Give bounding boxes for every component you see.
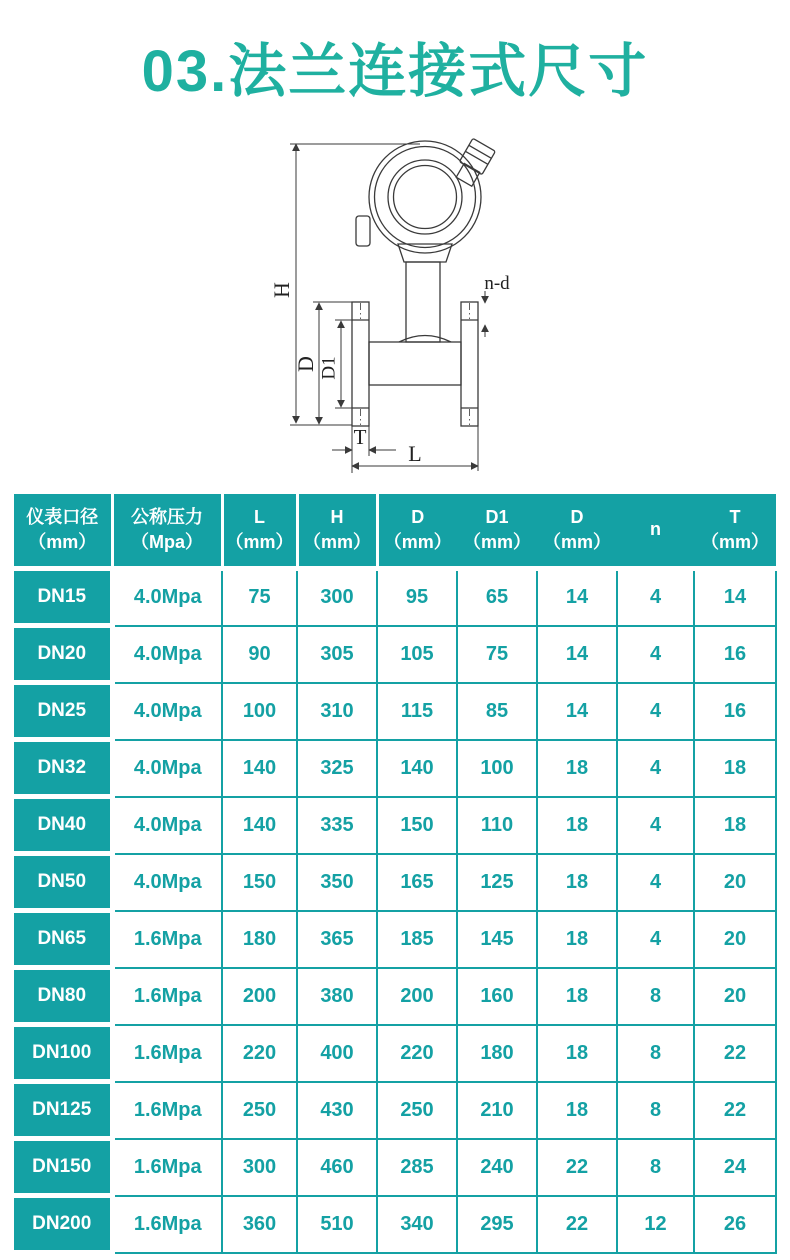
data-cell: 150 [377, 797, 457, 854]
table-row [14, 1139, 776, 1196]
data-cell: 460 [297, 1139, 377, 1196]
data-cell: 115 [377, 683, 457, 740]
header-unit: （mm） [383, 532, 452, 552]
row-header-cell: DN80 [14, 968, 112, 1025]
data-cell: 4 [617, 569, 694, 626]
data-cell: 140 [222, 797, 297, 854]
header-unit: （mm） [542, 532, 611, 552]
data-cell: 24 [694, 1139, 776, 1196]
header-cell-2 [112, 494, 222, 569]
data-cell: 250 [222, 1082, 297, 1139]
row-header-cell: DN150 [14, 1139, 112, 1196]
row-header-cell: DN25 [14, 683, 112, 740]
data-cell: 100 [457, 740, 537, 797]
data-cell: 14 [537, 569, 617, 626]
data-cell: 4 [617, 740, 694, 797]
data-cell: 100 [222, 683, 297, 740]
table-row [14, 797, 776, 854]
data-cell: 18 [537, 854, 617, 911]
dim-label-l: L [408, 441, 422, 466]
table-row [14, 1025, 776, 1082]
data-cell: 14 [694, 569, 776, 626]
dim-label-d1: D1 [318, 356, 340, 380]
data-cell: 18 [537, 1082, 617, 1139]
header-cell-9 [694, 494, 776, 569]
dimension-spec-table [14, 494, 777, 1255]
data-cell: 4 [617, 626, 694, 683]
header-unit: （mm） [462, 532, 531, 552]
table-row [14, 683, 776, 740]
data-cell: 160 [457, 968, 537, 1025]
data-cell: 250 [377, 1082, 457, 1139]
row-header-cell: DN20 [14, 626, 112, 683]
data-cell: 20 [694, 968, 776, 1025]
pipe-body [369, 342, 461, 385]
data-cell: 510 [297, 1196, 377, 1253]
side-tab [356, 216, 370, 246]
data-cell: 400 [297, 1025, 377, 1082]
data-cell: 18 [537, 911, 617, 968]
header-label: 仪表口径 [26, 506, 99, 527]
data-cell: 1.6Mpa [112, 911, 222, 968]
data-cell: 4 [617, 911, 694, 968]
table-row [14, 854, 776, 911]
data-cell: 140 [377, 740, 457, 797]
data-cell: 18 [537, 740, 617, 797]
data-cell: 125 [457, 854, 537, 911]
row-header-cell: DN32 [14, 740, 112, 797]
row-header-cell: DN200 [14, 1196, 112, 1253]
data-cell: 200 [222, 968, 297, 1025]
data-cell: 185 [377, 911, 457, 968]
data-cell: 18 [537, 797, 617, 854]
data-cell: 285 [377, 1139, 457, 1196]
spec-table-head-row [14, 494, 776, 569]
pipe-boss [399, 336, 451, 343]
data-cell: 14 [537, 626, 617, 683]
data-cell: 350 [297, 854, 377, 911]
row-header-cell: DN125 [14, 1082, 112, 1139]
header-unit: （mm） [700, 532, 769, 552]
header-label: H [330, 506, 344, 527]
data-cell: 105 [377, 626, 457, 683]
row-header-cell: DN65 [14, 911, 112, 968]
data-cell: 85 [457, 683, 537, 740]
header-label: n [650, 519, 661, 540]
data-cell: 360 [222, 1196, 297, 1253]
data-cell: 22 [537, 1139, 617, 1196]
data-cell: 8 [617, 1139, 694, 1196]
header-cell-8 [617, 494, 694, 569]
data-cell: 18 [694, 797, 776, 854]
table-row [14, 911, 776, 968]
data-cell: 1.6Mpa [112, 1139, 222, 1196]
data-cell: 295 [457, 1196, 537, 1253]
data-cell: 4 [617, 854, 694, 911]
meter-body [352, 138, 495, 426]
header-label: D [411, 506, 425, 527]
spec-table-body [14, 569, 776, 1253]
data-cell: 18 [537, 1025, 617, 1082]
header-unit: （mm） [225, 532, 294, 552]
data-cell: 140 [222, 740, 297, 797]
header-label: L [254, 506, 265, 527]
header-label: D1 [485, 506, 509, 527]
header-label: T [729, 506, 741, 527]
table-row [14, 569, 776, 626]
data-cell: 22 [537, 1196, 617, 1253]
header-unit: （mm） [302, 532, 371, 552]
data-cell: 110 [457, 797, 537, 854]
data-cell: 4 [617, 683, 694, 740]
header-cell-7 [537, 494, 617, 569]
data-cell: 65 [457, 569, 537, 626]
dim-label-d: D [293, 356, 319, 372]
row-header-cell: DN50 [14, 854, 112, 911]
data-cell: 8 [617, 1082, 694, 1139]
data-cell: 4.0Mpa [112, 683, 222, 740]
page-title: 03.法兰连接式尺寸 [141, 39, 649, 104]
data-cell: 4.0Mpa [112, 626, 222, 683]
bolt-centerlines [361, 303, 470, 425]
dim-label-nd: n-d [484, 273, 510, 294]
data-cell: 4.0Mpa [112, 740, 222, 797]
data-cell: 1.6Mpa [112, 1082, 222, 1139]
table-row [14, 626, 776, 683]
data-cell: 300 [297, 569, 377, 626]
data-cell: 8 [617, 968, 694, 1025]
data-cell: 165 [377, 854, 457, 911]
data-cell: 210 [457, 1082, 537, 1139]
header-cell-6 [457, 494, 537, 569]
data-cell: 380 [297, 968, 377, 1025]
row-header-cell: DN40 [14, 797, 112, 854]
row-header-cell: DN15 [14, 569, 112, 626]
data-cell: 325 [297, 740, 377, 797]
data-cell: 12 [617, 1196, 694, 1253]
data-cell: 95 [377, 569, 457, 626]
data-cell: 365 [297, 911, 377, 968]
data-cell: 4 [617, 797, 694, 854]
data-cell: 22 [694, 1082, 776, 1139]
data-cell: 75 [222, 569, 297, 626]
data-cell: 16 [694, 626, 776, 683]
data-cell: 1.6Mpa [112, 968, 222, 1025]
dim-label-h: H [269, 282, 295, 298]
table-row [14, 740, 776, 797]
data-cell: 90 [222, 626, 297, 683]
data-cell: 18 [694, 740, 776, 797]
data-cell: 180 [457, 1025, 537, 1082]
data-cell: 220 [222, 1025, 297, 1082]
header-cell-5 [377, 494, 457, 569]
dim-label-t: T [353, 425, 367, 449]
data-cell: 145 [457, 911, 537, 968]
data-cell: 75 [457, 626, 537, 683]
data-cell: 180 [222, 911, 297, 968]
data-cell: 305 [297, 626, 377, 683]
header-label: D [570, 506, 584, 527]
data-cell: 8 [617, 1025, 694, 1082]
data-cell: 200 [377, 968, 457, 1025]
data-cell: 220 [377, 1025, 457, 1082]
header-cell-4 [297, 494, 377, 569]
header-unit: （Mpa） [131, 532, 203, 552]
header-cell-3 [222, 494, 297, 569]
data-cell: 240 [457, 1139, 537, 1196]
data-cell: 20 [694, 911, 776, 968]
data-cell: 300 [222, 1139, 297, 1196]
data-cell: 340 [377, 1196, 457, 1253]
data-cell: 1.6Mpa [112, 1196, 222, 1253]
header-cell-1 [14, 494, 112, 569]
table-row [14, 1196, 776, 1253]
table-row [14, 1082, 776, 1139]
header-unit: （mm） [28, 532, 97, 552]
data-cell: 26 [694, 1196, 776, 1253]
header-label: 公称压力 [131, 506, 203, 527]
table-row [14, 968, 776, 1025]
data-cell: 20 [694, 854, 776, 911]
data-cell: 335 [297, 797, 377, 854]
data-cell: 1.6Mpa [112, 1025, 222, 1082]
data-cell: 22 [694, 1025, 776, 1082]
data-cell: 4.0Mpa [112, 569, 222, 626]
data-cell: 4.0Mpa [112, 854, 222, 911]
data-cell: 310 [297, 683, 377, 740]
data-cell: 18 [537, 968, 617, 1025]
data-cell: 14 [537, 683, 617, 740]
row-header-cell: DN100 [14, 1025, 112, 1082]
stem [406, 262, 440, 342]
data-cell: 150 [222, 854, 297, 911]
data-cell: 430 [297, 1082, 377, 1139]
meter-head [369, 141, 481, 253]
data-cell: 16 [694, 683, 776, 740]
flowmeter-dimension-drawing [268, 132, 520, 480]
data-cell: 4.0Mpa [112, 797, 222, 854]
